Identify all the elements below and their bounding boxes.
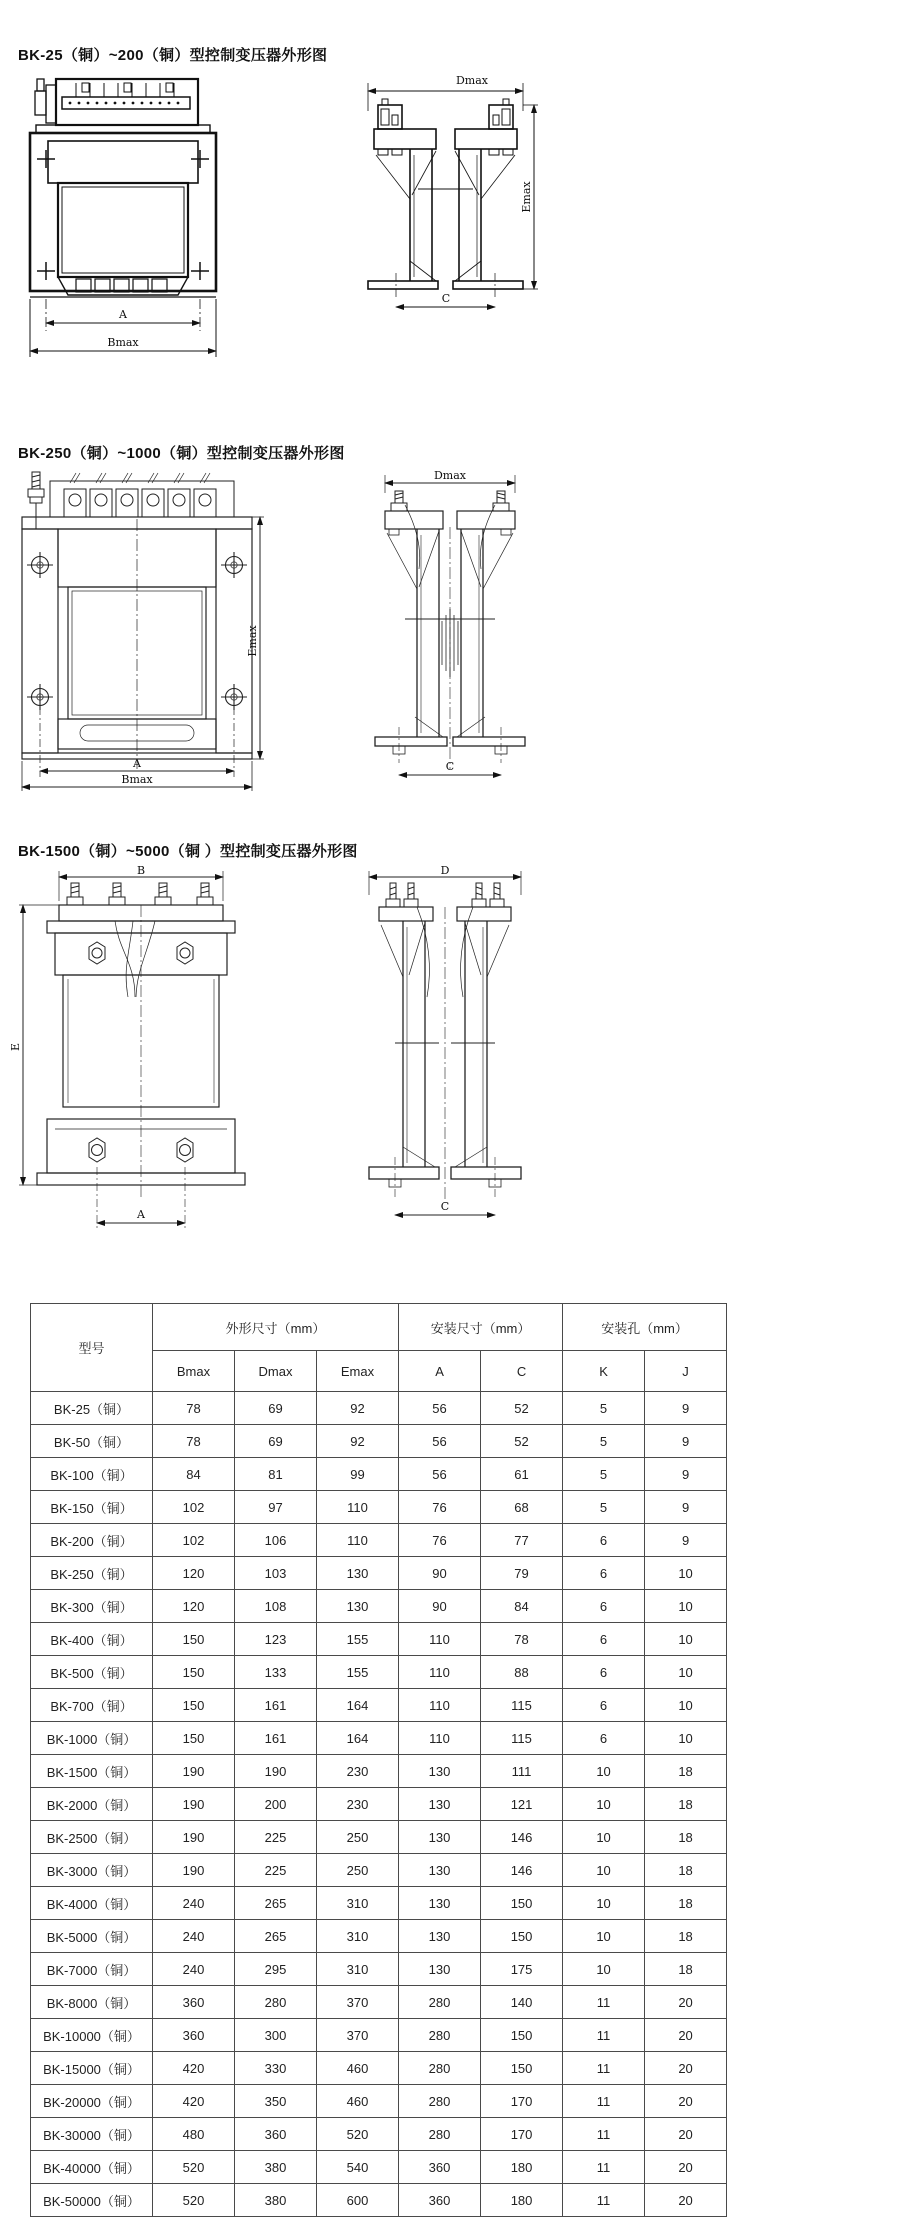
model-cell: BK-700（铜）: [31, 1689, 153, 1722]
col-header-bmax: Bmax: [153, 1351, 235, 1392]
section-3-drawings: [0, 864, 900, 1267]
value-cell: 370: [317, 2019, 399, 2052]
section-3-heading: BK-1500（铜）~5000（铜 ）型控制变压器外形图: [18, 843, 358, 860]
value-cell: 360: [153, 1986, 235, 2019]
value-cell: 11: [563, 2118, 645, 2151]
value-cell: 10: [563, 1788, 645, 1821]
value-cell: 18: [645, 1953, 727, 1986]
table-row: [31, 2118, 727, 2151]
value-cell: 310: [317, 1887, 399, 1920]
value-cell: 79: [481, 1557, 563, 1590]
value-cell: 225: [235, 1821, 317, 1854]
value-cell: 61: [481, 1458, 563, 1491]
value-cell: 295: [235, 1953, 317, 1986]
value-cell: 164: [317, 1722, 399, 1755]
value-cell: 350: [235, 2085, 317, 2118]
value-cell: 280: [399, 2118, 481, 2151]
model-cell: BK-400（铜）: [31, 1623, 153, 1656]
dim-label-a: A: [119, 308, 127, 321]
value-cell: 130: [399, 1755, 481, 1788]
value-cell: 10: [563, 1920, 645, 1953]
dim-label-dmax: Dmax: [455, 74, 489, 87]
value-cell: 150: [153, 1656, 235, 1689]
stud-bolt: [28, 472, 44, 529]
value-cell: 146: [481, 1821, 563, 1854]
value-cell: 11: [563, 2052, 645, 2085]
value-cell: 20: [645, 2052, 727, 2085]
value-cell: 180: [481, 2151, 563, 2184]
value-cell: 130: [399, 1887, 481, 1920]
model-cell: BK-250（铜）: [31, 1557, 153, 1590]
value-cell: 84: [153, 1458, 235, 1491]
dim-label-b: B: [136, 864, 146, 877]
value-cell: 10: [563, 1953, 645, 1986]
table-row: [31, 1425, 727, 1458]
model-cell: BK-50000（铜）: [31, 2184, 153, 2217]
value-cell: 240: [153, 1953, 235, 1986]
value-cell: 150: [153, 1623, 235, 1656]
value-cell: 180: [481, 2184, 563, 2217]
value-cell: 11: [563, 1986, 645, 2019]
dim-label-a: A: [133, 757, 141, 770]
value-cell: 11: [563, 2085, 645, 2118]
value-cell: 102: [153, 1491, 235, 1524]
value-cell: 161: [235, 1722, 317, 1755]
value-cell: 78: [481, 1623, 563, 1656]
value-cell: 6: [563, 1623, 645, 1656]
model-cell: BK-300（铜）: [31, 1590, 153, 1623]
value-cell: 20: [645, 2085, 727, 2118]
core-leg: [375, 491, 451, 763]
table-row: [31, 2151, 727, 2184]
value-cell: 225: [235, 1854, 317, 1887]
value-cell: 175: [481, 1953, 563, 1986]
value-cell: 146: [481, 1854, 563, 1887]
value-cell: 280: [399, 2052, 481, 2085]
value-cell: 20: [645, 1986, 727, 2019]
value-cell: 130: [317, 1590, 399, 1623]
value-cell: 380: [235, 2184, 317, 2217]
value-cell: 460: [317, 2085, 399, 2118]
value-cell: 106: [235, 1524, 317, 1557]
value-cell: 9: [645, 1524, 727, 1557]
value-cell: 90: [399, 1557, 481, 1590]
value-cell: 103: [235, 1557, 317, 1590]
value-cell: 190: [153, 1788, 235, 1821]
dim-label-bmax: Bmax: [107, 336, 139, 349]
value-cell: 20: [645, 2118, 727, 2151]
value-cell: 76: [399, 1491, 481, 1524]
value-cell: 115: [481, 1689, 563, 1722]
table-row: [31, 1821, 727, 1854]
value-cell: 10: [645, 1590, 727, 1623]
dim-label-emax: Emax: [246, 625, 259, 657]
value-cell: 230: [317, 1788, 399, 1821]
table-row: [31, 2184, 727, 2217]
value-cell: 10: [563, 1821, 645, 1854]
value-cell: 150: [153, 1689, 235, 1722]
value-cell: 5: [563, 1425, 645, 1458]
value-cell: 6: [563, 1557, 645, 1590]
side-view-drawing-1: [352, 71, 542, 321]
model-cell: BK-150（铜）: [31, 1491, 153, 1524]
mounting-hole-cross: [37, 150, 209, 280]
value-cell: 110: [399, 1722, 481, 1755]
section-2-heading: BK-250（铜）~1000（铜）型控制变压器外形图: [18, 445, 345, 462]
value-cell: 155: [317, 1623, 399, 1656]
terminal-strip: [50, 473, 234, 517]
value-cell: 330: [235, 2052, 317, 2085]
table-row: [31, 1920, 727, 1953]
model-cell: BK-7000（铜）: [31, 1953, 153, 1986]
spec-table: [30, 1303, 727, 2217]
value-cell: 6: [563, 1590, 645, 1623]
table-row: [31, 1722, 727, 1755]
value-cell: 92: [317, 1392, 399, 1425]
col-group-mounting-dims: 安装尺寸（mm）: [399, 1304, 563, 1351]
value-cell: 9: [645, 1425, 727, 1458]
model-cell: BK-30000（铜）: [31, 2118, 153, 2151]
col-header-k: K: [563, 1351, 645, 1392]
value-cell: 150: [481, 2052, 563, 2085]
table-row: [31, 1854, 727, 1887]
value-cell: 110: [317, 1491, 399, 1524]
value-cell: 56: [399, 1458, 481, 1491]
value-cell: 6: [563, 1524, 645, 1557]
table-row: [31, 1953, 727, 1986]
model-cell: BK-20000（铜）: [31, 2085, 153, 2118]
section-2-drawings: [0, 469, 900, 814]
value-cell: 130: [399, 1953, 481, 1986]
value-cell: 164: [317, 1689, 399, 1722]
table-row: [31, 1491, 727, 1524]
dim-label-c: C: [441, 292, 451, 305]
value-cell: 123: [235, 1623, 317, 1656]
value-cell: 76: [399, 1524, 481, 1557]
model-cell: BK-1500（铜）: [31, 1755, 153, 1788]
dim-label-c: C: [445, 760, 455, 773]
table-row: [31, 1656, 727, 1689]
value-cell: 10: [563, 1887, 645, 1920]
value-cell: 280: [399, 1986, 481, 2019]
value-cell: 360: [153, 2019, 235, 2052]
value-cell: 6: [563, 1722, 645, 1755]
value-cell: 11: [563, 2019, 645, 2052]
table-row: [31, 2052, 727, 2085]
col-header-c: C: [481, 1351, 563, 1392]
value-cell: 130: [399, 1821, 481, 1854]
model-cell: BK-8000（铜）: [31, 1986, 153, 2019]
model-cell: BK-4000（铜）: [31, 1887, 153, 1920]
value-cell: 84: [481, 1590, 563, 1623]
value-cell: 69: [235, 1392, 317, 1425]
value-cell: 190: [153, 1821, 235, 1854]
value-cell: 121: [481, 1788, 563, 1821]
value-cell: 115: [481, 1722, 563, 1755]
table-row: [31, 1986, 727, 2019]
value-cell: 99: [317, 1458, 399, 1491]
core-leg: [369, 883, 439, 1197]
value-cell: 190: [153, 1755, 235, 1788]
value-cell: 520: [153, 2184, 235, 2217]
value-cell: 92: [317, 1425, 399, 1458]
transformer-body: [30, 125, 216, 297]
value-cell: 230: [317, 1755, 399, 1788]
model-cell: BK-10000（铜）: [31, 2019, 153, 2052]
front-view-drawing-1: [18, 71, 234, 366]
value-cell: 52: [481, 1392, 563, 1425]
value-cell: 5: [563, 1458, 645, 1491]
value-cell: 360: [399, 2151, 481, 2184]
value-cell: 111: [481, 1755, 563, 1788]
value-cell: 280: [399, 2019, 481, 2052]
dim-label-emax: Emax: [520, 181, 533, 213]
model-cell: BK-100（铜）: [31, 1458, 153, 1491]
value-cell: 10: [645, 1557, 727, 1590]
value-cell: 68: [481, 1491, 563, 1524]
value-cell: 78: [153, 1425, 235, 1458]
value-cell: 520: [153, 2151, 235, 2184]
value-cell: 420: [153, 2085, 235, 2118]
value-cell: 18: [645, 1854, 727, 1887]
value-cell: 130: [317, 1557, 399, 1590]
value-cell: 97: [235, 1491, 317, 1524]
model-cell: BK-3000（铜）: [31, 1854, 153, 1887]
value-cell: 150: [481, 2019, 563, 2052]
value-cell: 310: [317, 1920, 399, 1953]
value-cell: 190: [153, 1854, 235, 1887]
value-cell: 20: [645, 2184, 727, 2217]
value-cell: 420: [153, 2052, 235, 2085]
value-cell: 240: [153, 1887, 235, 1920]
value-cell: 52: [481, 1425, 563, 1458]
value-cell: 56: [399, 1425, 481, 1458]
table-row: [31, 1887, 727, 1920]
value-cell: 130: [399, 1854, 481, 1887]
value-cell: 380: [235, 2151, 317, 2184]
table-body: [31, 1392, 727, 2217]
col-header-a: A: [399, 1351, 481, 1392]
value-cell: 20: [645, 2151, 727, 2184]
value-cell: 480: [153, 2118, 235, 2151]
table-row: [31, 1524, 727, 1557]
terminal-block: [35, 79, 198, 125]
table-row: [31, 1623, 727, 1656]
value-cell: 10: [645, 1689, 727, 1722]
value-cell: 20: [645, 2019, 727, 2052]
value-cell: 120: [153, 1590, 235, 1623]
value-cell: 460: [317, 2052, 399, 2085]
value-cell: 5: [563, 1392, 645, 1425]
value-cell: 102: [153, 1524, 235, 1557]
model-cell: BK-50（铜）: [31, 1425, 153, 1458]
model-cell: BK-5000（铜）: [31, 1920, 153, 1953]
value-cell: 110: [399, 1656, 481, 1689]
section-1-heading: BK-25（铜）~200（铜）型控制变压器外形图: [18, 47, 328, 64]
value-cell: 18: [645, 1788, 727, 1821]
dim-label-bmax: Bmax: [121, 773, 153, 786]
table-row: [31, 1392, 727, 1425]
value-cell: 140: [481, 1986, 563, 2019]
dim-label-c: C: [440, 1200, 450, 1213]
value-cell: 240: [153, 1920, 235, 1953]
value-cell: 10: [563, 1755, 645, 1788]
front-view-drawing-2: [12, 469, 267, 794]
table-row: [31, 2085, 727, 2118]
col-group-mounting-holes: 安装孔（mm）: [563, 1304, 727, 1351]
col-header-emax: Emax: [317, 1351, 399, 1392]
model-cell: BK-2000（铜）: [31, 1788, 153, 1821]
value-cell: 108: [235, 1590, 317, 1623]
value-cell: 600: [317, 2184, 399, 2217]
section-1-drawings: [0, 71, 900, 416]
col-header-j: J: [645, 1351, 727, 1392]
value-cell: 280: [399, 2085, 481, 2118]
value-cell: 250: [317, 1821, 399, 1854]
value-cell: 9: [645, 1458, 727, 1491]
front-view-drawing-3: [9, 864, 250, 1247]
spec-table-container: [30, 1303, 900, 2217]
value-cell: 10: [645, 1656, 727, 1689]
value-cell: 10: [645, 1623, 727, 1656]
value-cell: 69: [235, 1425, 317, 1458]
value-cell: 110: [399, 1623, 481, 1656]
value-cell: 520: [317, 2118, 399, 2151]
value-cell: 161: [235, 1689, 317, 1722]
value-cell: 280: [235, 1986, 317, 2019]
value-cell: 110: [317, 1524, 399, 1557]
value-cell: 88: [481, 1656, 563, 1689]
value-cell: 250: [317, 1854, 399, 1887]
value-cell: 150: [153, 1722, 235, 1755]
value-cell: 77: [481, 1524, 563, 1557]
value-cell: 18: [645, 1821, 727, 1854]
core-leg: [368, 99, 446, 299]
value-cell: 150: [481, 1920, 563, 1953]
table-row: [31, 1557, 727, 1590]
value-cell: 360: [399, 2184, 481, 2217]
value-cell: 81: [235, 1458, 317, 1491]
value-cell: 120: [153, 1557, 235, 1590]
value-cell: 130: [399, 1920, 481, 1953]
value-cell: 133: [235, 1656, 317, 1689]
model-cell: BK-25（铜）: [31, 1392, 153, 1425]
dim-label-d: D: [440, 864, 450, 877]
model-cell: BK-1000（铜）: [31, 1722, 153, 1755]
model-cell: BK-15000（铜）: [31, 2052, 153, 2085]
value-cell: 11: [563, 2151, 645, 2184]
value-cell: 56: [399, 1392, 481, 1425]
table-row: [31, 1788, 727, 1821]
value-cell: 265: [235, 1887, 317, 1920]
value-cell: 78: [153, 1392, 235, 1425]
value-cell: 300: [235, 2019, 317, 2052]
value-cell: 5: [563, 1491, 645, 1524]
side-view-drawing-2: [355, 469, 545, 794]
value-cell: 18: [645, 1920, 727, 1953]
value-cell: 18: [645, 1755, 727, 1788]
value-cell: 310: [317, 1953, 399, 1986]
value-cell: 190: [235, 1755, 317, 1788]
col-header-dmax: Dmax: [235, 1351, 317, 1392]
dim-label-a: A: [137, 1208, 145, 1221]
value-cell: 370: [317, 1986, 399, 2019]
value-cell: 9: [645, 1392, 727, 1425]
value-cell: 265: [235, 1920, 317, 1953]
table-row: [31, 1755, 727, 1788]
value-cell: 110: [399, 1689, 481, 1722]
value-cell: 10: [645, 1722, 727, 1755]
table-row: [31, 2019, 727, 2052]
side-view-drawing-3: [355, 864, 535, 1247]
dim-label-e: E: [9, 1042, 22, 1052]
value-cell: 155: [317, 1656, 399, 1689]
model-cell: BK-200（铜）: [31, 1524, 153, 1557]
col-header-model: 型号: [31, 1304, 153, 1392]
value-cell: 360: [235, 2118, 317, 2151]
value-cell: 11: [563, 2184, 645, 2217]
model-cell: BK-500（铜）: [31, 1656, 153, 1689]
value-cell: 6: [563, 1689, 645, 1722]
table-row: [31, 1458, 727, 1491]
value-cell: 130: [399, 1788, 481, 1821]
value-cell: 200: [235, 1788, 317, 1821]
value-cell: 10: [563, 1854, 645, 1887]
model-cell: BK-40000（铜）: [31, 2151, 153, 2184]
value-cell: 90: [399, 1590, 481, 1623]
value-cell: 6: [563, 1656, 645, 1689]
value-cell: 9: [645, 1491, 727, 1524]
value-cell: 540: [317, 2151, 399, 2184]
table-row: [31, 1689, 727, 1722]
dim-label-dmax: Dmax: [433, 469, 467, 482]
col-group-outline-dims: 外形尺寸（mm）: [153, 1304, 399, 1351]
value-cell: 18: [645, 1887, 727, 1920]
table-row: [31, 1590, 727, 1623]
value-cell: 170: [481, 2118, 563, 2151]
value-cell: 150: [481, 1887, 563, 1920]
model-cell: BK-2500（铜）: [31, 1821, 153, 1854]
value-cell: 170: [481, 2085, 563, 2118]
